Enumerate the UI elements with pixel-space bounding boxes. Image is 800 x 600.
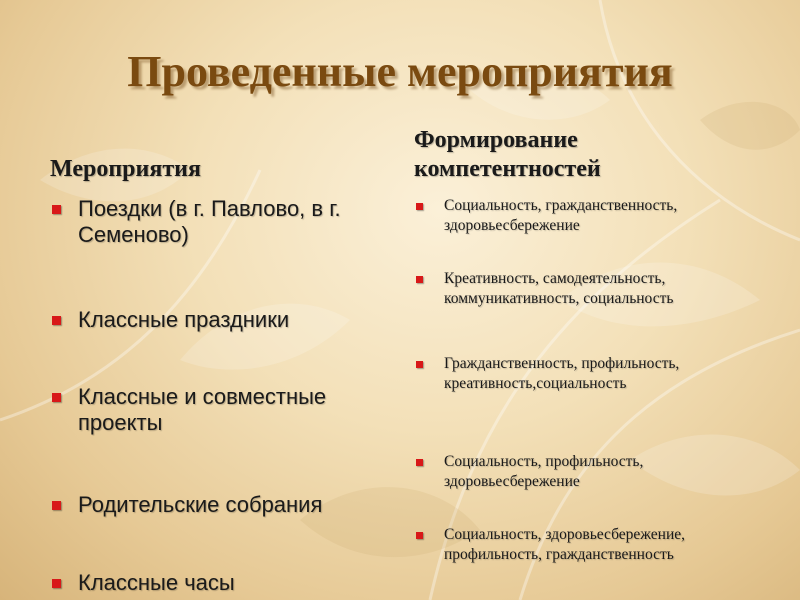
square-bullet-icon [416, 459, 423, 466]
list-item [48, 196, 388, 249]
list-item [414, 525, 744, 565]
competency-text: Гражданственность, профильность, креативность,социальность [444, 355, 680, 393]
list-item [414, 452, 744, 492]
list-item [414, 196, 744, 236]
event-text: Родительские собрания [78, 492, 323, 517]
list-item [48, 492, 322, 518]
slide-title: Проведенные мероприятия [127, 47, 673, 96]
list-item [414, 354, 744, 394]
square-bullet-icon [52, 316, 61, 325]
square-bullet-icon [52, 393, 61, 402]
competency-text: Социальность, профильность, здоровьесбережение [444, 453, 644, 491]
event-text: Поездки (в г. Павлово, в г. Семеново) [78, 196, 341, 248]
events-column-header: Мероприятия [50, 156, 201, 182]
list-item [414, 269, 744, 309]
event-text: Классные праздники [78, 307, 290, 332]
competencies-column-header: Формирование компетентностей [414, 127, 601, 182]
event-text: Классные и совместные проекты [78, 384, 327, 436]
square-bullet-icon [416, 532, 423, 539]
square-bullet-icon [416, 361, 423, 368]
square-bullet-icon [416, 203, 423, 210]
competency-text: Креативность, самодеятельность, коммуникативность, социальность [444, 270, 674, 308]
square-bullet-icon [52, 579, 61, 588]
square-bullet-icon [52, 205, 61, 214]
competency-text: Социальность, гражданственность, здоровьесбережение [444, 197, 678, 235]
list-item [48, 307, 289, 333]
square-bullet-icon [52, 501, 61, 510]
event-text: Классные часы [78, 570, 235, 595]
competency-text: Социальность, здоровьесбережение, профильность, гражданственность [444, 526, 686, 564]
square-bullet-icon [416, 276, 423, 283]
list-item [48, 384, 388, 437]
list-item [48, 570, 235, 596]
